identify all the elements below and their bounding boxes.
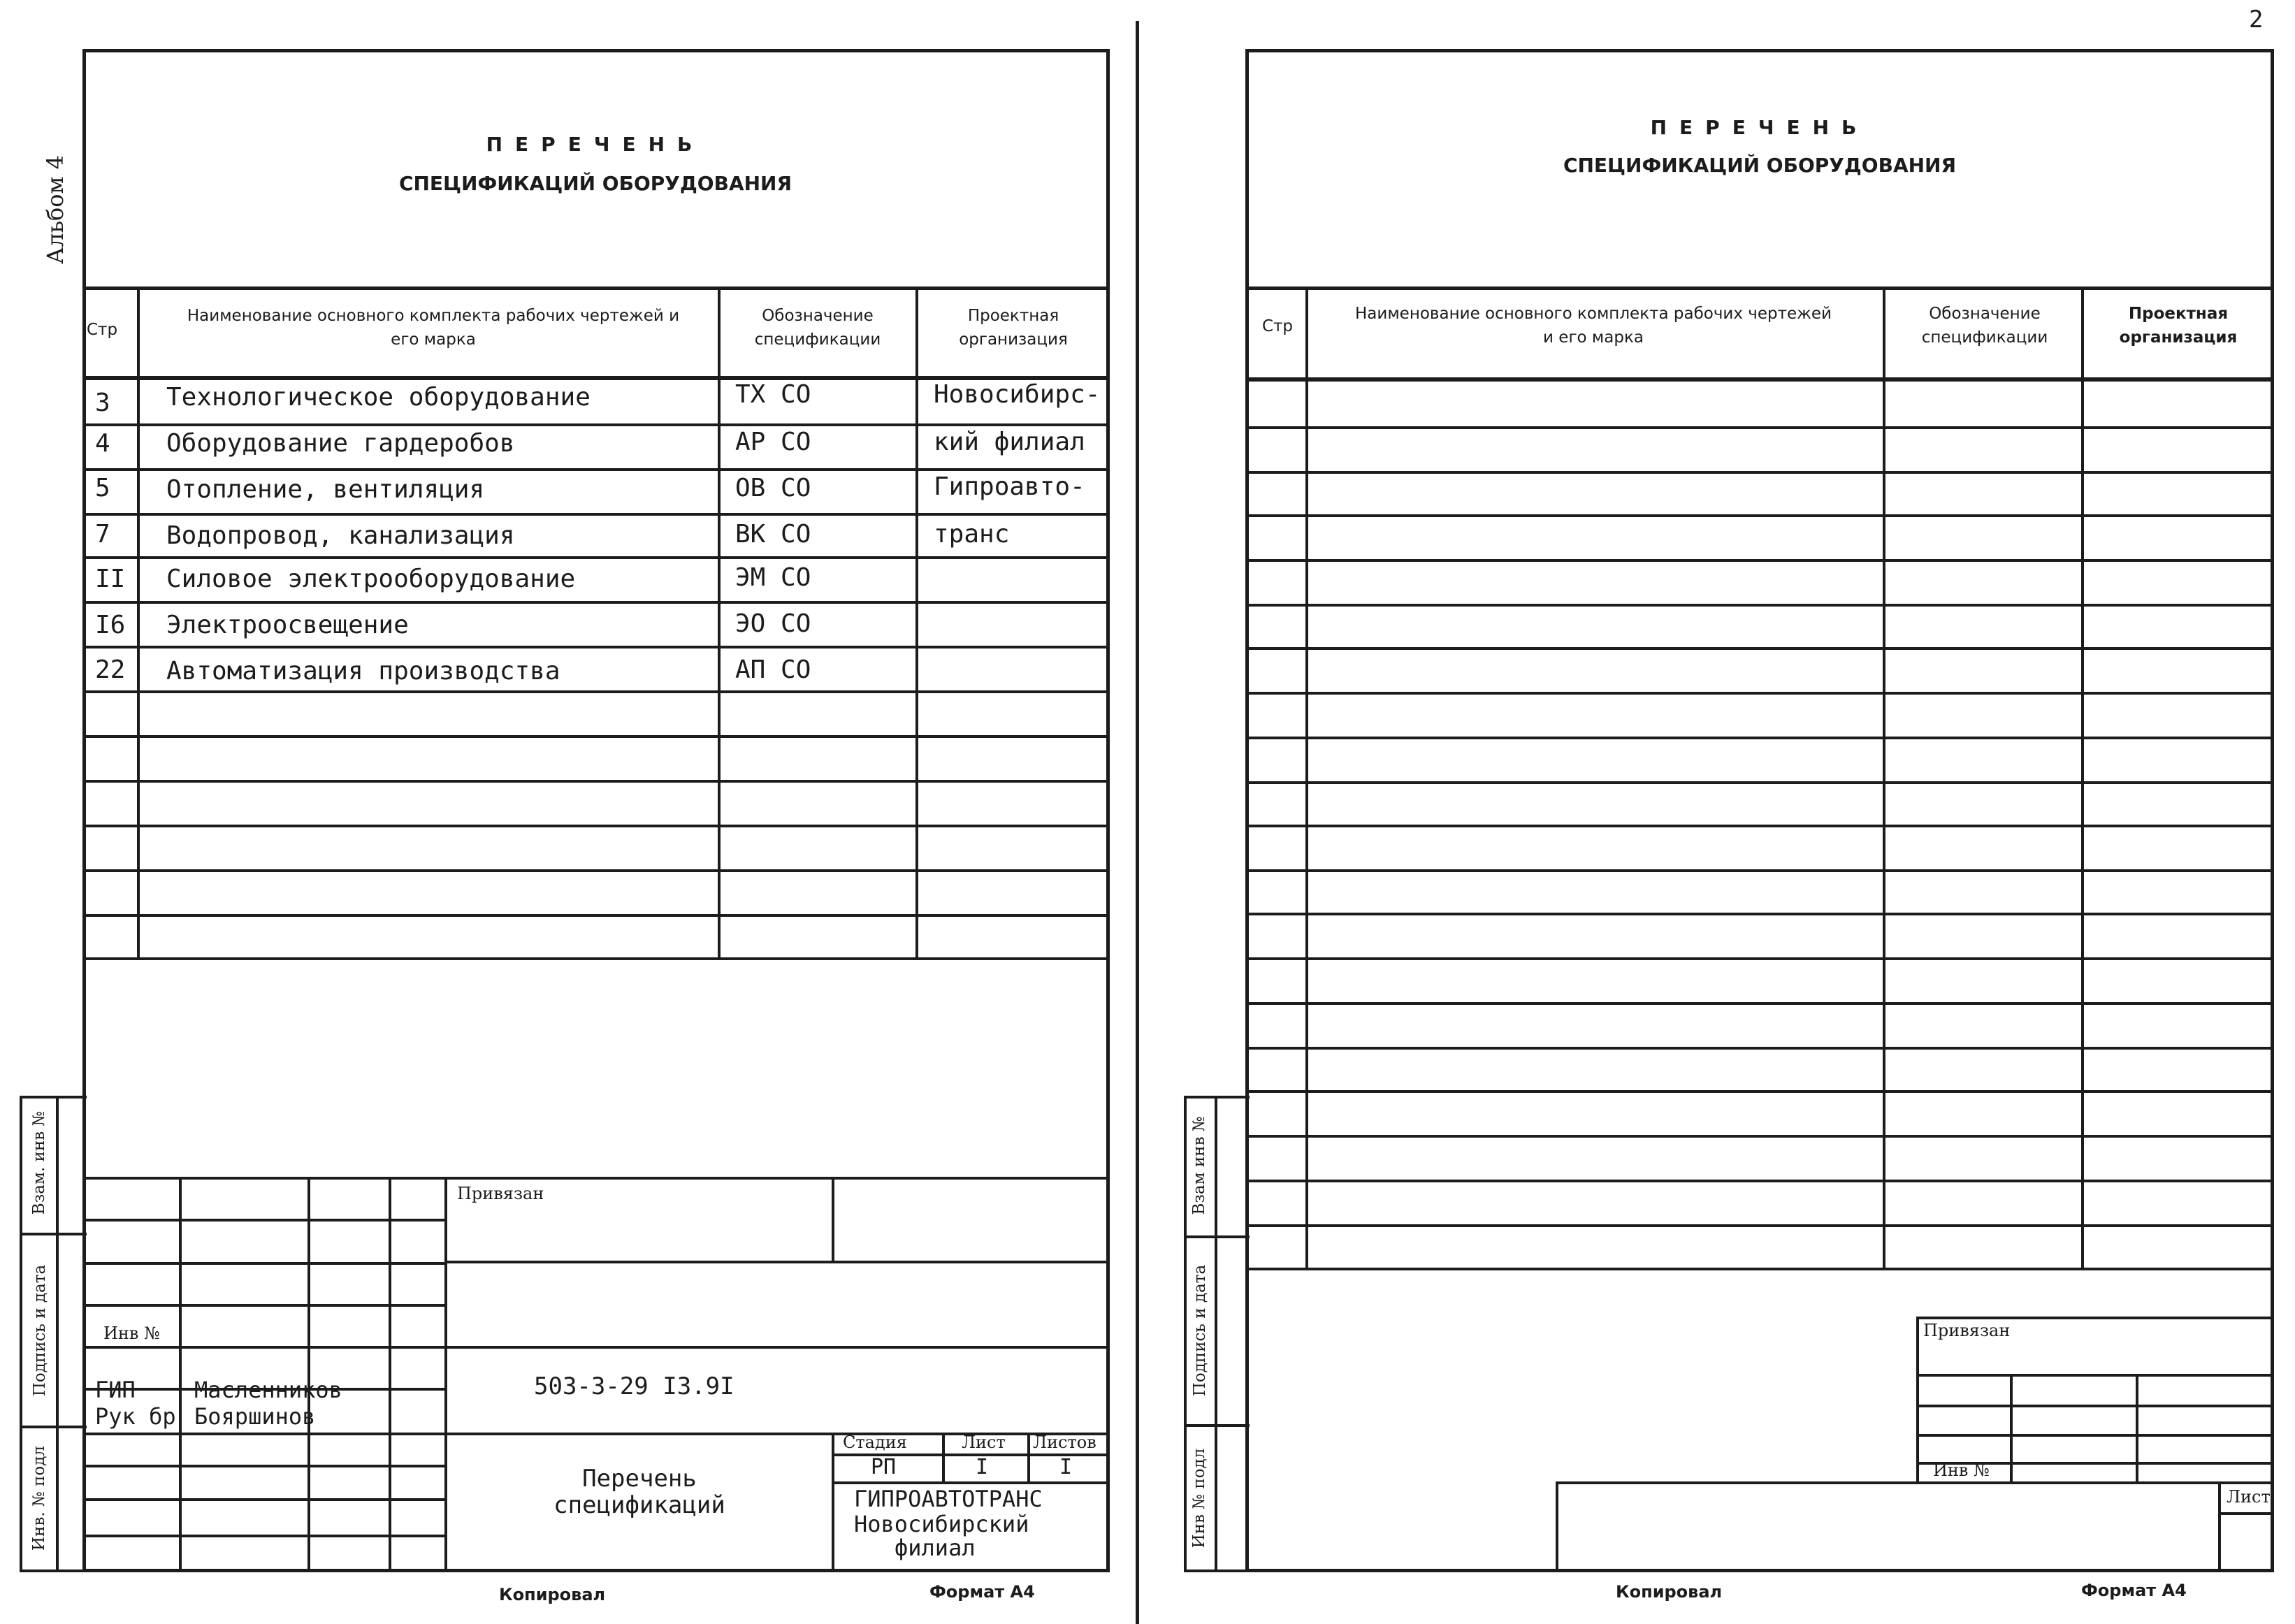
left-title-line2: СПЕЦИФИКАЦИЙ ОБОРУДОВАНИЯ: [398, 172, 792, 195]
left-sheet-frame: [82, 49, 1110, 1572]
row-name: Оборудование гардеробов: [166, 429, 515, 458]
stamp-stage-label: Стадия: [843, 1433, 907, 1452]
row-designation: АР СО: [735, 428, 811, 456]
row-page: 3: [95, 389, 110, 417]
right-footer-copied: Копировал: [1616, 1582, 1723, 1602]
left-header-organization: Проектная организация: [959, 307, 1068, 349]
row-page: 4: [95, 429, 110, 458]
stamp-attached-label: Привязан: [457, 1184, 544, 1203]
left-header-name: Наименование основного комплекта рабочих чертежей и его марка: [187, 307, 680, 349]
row-name: Технологическое оборудование: [166, 383, 591, 412]
row-designation: ТХ СО: [735, 380, 811, 409]
stamp-document-code: 503-3-29 I3.9I: [534, 1372, 734, 1400]
right-title-line1: ПЕРЕЧЕНЬ: [1650, 116, 1869, 139]
row-page: II: [95, 565, 126, 593]
right-header-designation: Обозначение спецификации: [1921, 305, 2048, 347]
stamp-gip-name: Масленников: [194, 1377, 342, 1403]
stamp-sheet-value: I: [976, 1455, 989, 1479]
stamp-stage-value: РП: [871, 1455, 897, 1479]
stamp-sheets-label: Листов: [1033, 1433, 1096, 1452]
stamp-sheets-value: I: [1059, 1455, 1073, 1479]
row-designation: ЭМ СО: [735, 563, 811, 592]
left-footer-format: Формат А4: [929, 1582, 1035, 1602]
row-organization: кий филиал: [934, 428, 1085, 456]
stamp-head-name: Бояршинов: [194, 1403, 316, 1430]
right-header-page: Стр: [1261, 317, 1294, 335]
row-name: Отопление, вентиляция: [166, 475, 485, 504]
right-title-line2: СПЕЦИФИКАЦИЙ ОБОРУДОВАНИЯ: [1563, 154, 1957, 177]
right-header-organization: Проектная организация: [2119, 305, 2238, 347]
row-name: Электроосвещение: [166, 611, 409, 639]
side-stamp-replaced-inv: Взам. инв №: [30, 1110, 48, 1215]
left-header-page: Стр: [87, 321, 118, 339]
row-name: Автоматизация производства: [166, 657, 560, 686]
stamp-doc-title-line1: Перечень: [582, 1465, 697, 1493]
row-name: Водопровод, канализация: [166, 521, 515, 550]
stamp-org-line3: филиал: [895, 1535, 976, 1561]
stamp-inv-label: Инв №: [103, 1324, 160, 1343]
row-name: Силовое электрооборудование: [166, 565, 576, 593]
row-page: I6: [95, 611, 126, 639]
right-footer-format: Формат А4: [2081, 1581, 2187, 1600]
right-header-name: Наименование основного комплекта рабочих чертежей и его марка: [1354, 305, 1832, 347]
stamp-head-role: Рук бр: [95, 1403, 176, 1430]
row-designation: ЭО СО: [735, 609, 811, 638]
side-stamp-inv-original: Инв. № подл: [30, 1446, 48, 1551]
row-designation: АП СО: [735, 655, 811, 684]
left-header-designation: Обозначение спецификации: [754, 307, 881, 349]
stamp-gip-role: ГИП: [95, 1377, 136, 1403]
stamp-doc-title-line2: спецификаций: [553, 1491, 725, 1519]
stamp-org-line2: Новосибирский: [854, 1511, 1029, 1537]
side-stamp-inv-original: Инв № подл: [1190, 1448, 1208, 1549]
stamp-attached-label: Привязан: [1923, 1321, 2011, 1340]
row-organization: Гипроавто-: [934, 472, 1085, 501]
row-designation: ОВ СО: [735, 474, 811, 502]
row-organization: транс: [934, 520, 1010, 549]
row-page: 22: [95, 655, 126, 684]
row-page: 5: [95, 474, 110, 502]
side-stamp-signature-date: Подпись и дата: [31, 1264, 49, 1397]
left-title-line1: ПЕРЕЧЕНЬ: [486, 133, 705, 156]
center-divider: [1136, 21, 1139, 1624]
row-page: 7: [95, 520, 110, 549]
stamp-org-line1: ГИПРОАВТОТРАНС: [854, 1486, 1043, 1512]
stamp-sheet-label: Лист: [962, 1433, 1006, 1452]
side-stamp-replaced-inv: Взам инв №: [1190, 1116, 1208, 1215]
stamp-inv-label: Инв №: [1933, 1460, 1990, 1480]
side-stamp-signature-date: Подпись и дата: [1191, 1264, 1209, 1397]
stamp-sheet-label: Лист: [2227, 1487, 2271, 1507]
row-organization: Новосибирс-: [934, 380, 1101, 409]
page-number: 2: [2249, 6, 2264, 34]
left-footer-copied: Копировал: [499, 1585, 606, 1604]
album-label: Альбом 4: [42, 155, 68, 264]
row-designation: ВК СО: [735, 520, 811, 549]
